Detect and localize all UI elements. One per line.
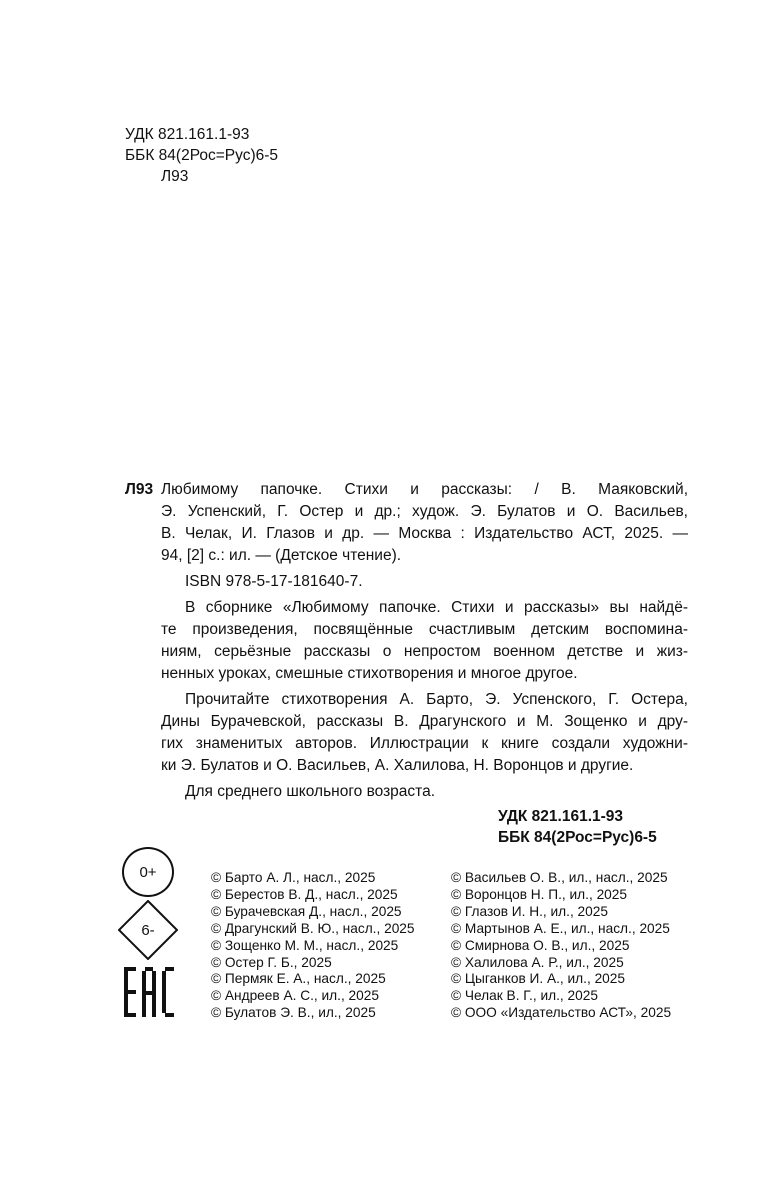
annotation-line: ненных уроках, смешные стихотворения и многое другое. bbox=[161, 665, 578, 682]
annotation-line: те произведения, посвящённые счастливым детским воспомина- bbox=[161, 621, 688, 638]
age-rating-badge bbox=[122, 847, 174, 897]
footer-classification bbox=[498, 806, 657, 848]
annotation-line: Дины Бурачевской, рассказы В. Драгунского и М. Зощенко и дру- bbox=[161, 713, 688, 730]
copyright-line: © Цыганков И. А., ил., 2025 bbox=[451, 971, 626, 987]
copyright-line: © Андреев А. С., ил., 2025 bbox=[211, 988, 379, 1004]
age-diamond-badge bbox=[118, 900, 178, 960]
entry-code: Л93 bbox=[125, 481, 154, 498]
annotation-paragraph bbox=[161, 689, 688, 777]
copyright-line: © Васильев О. В., ил., насл., 2025 bbox=[451, 870, 668, 885]
copyright-line: © ООО «Издательство АСТ», 2025 bbox=[451, 1005, 672, 1021]
copyright-line: © Воронцов Н. П., ил., 2025 bbox=[451, 886, 628, 902]
age-diamond-label: 6- bbox=[141, 921, 155, 939]
udk-code: УДК 821.161.1-93 bbox=[125, 126, 250, 143]
copyright-line: © Халилова А. Р., ил., 2025 bbox=[451, 954, 624, 970]
entry-line: Э. Успенский, Г. Остер и др.; худож. Э. Булатов и О. Васильев, bbox=[161, 503, 688, 520]
annotation-line: гих знаменитых авторов. Иллюстрации к книге создали художни- bbox=[161, 735, 688, 752]
entry-body bbox=[161, 479, 688, 803]
copyright-line: © Зощенко М. М., насл., 2025 bbox=[211, 937, 399, 953]
age-note: Для среднего школьного возраста. bbox=[185, 783, 436, 800]
copyright-line: © Драгунский В. Ю., насл., 2025 bbox=[211, 920, 415, 936]
copyright-list-right bbox=[451, 870, 671, 1022]
age-rating-label: 0+ bbox=[139, 863, 157, 881]
annotation-line: ниям, серьёзные рассказы о непростом военном детстве и жиз- bbox=[161, 643, 688, 660]
copyright-line: © Глазов И. Н., ил., 2025 bbox=[451, 903, 609, 919]
copyright-line: © Мартынов А. Е., ил., насл., 2025 bbox=[451, 920, 670, 936]
copyright-line: © Барто А. Л., насл., 2025 bbox=[211, 870, 376, 885]
footer-bbk: ББК 84(2Рос=Рус)6-5 bbox=[498, 829, 657, 846]
author-code: Л93 bbox=[161, 168, 189, 185]
annotation-line: В сборнике «Любимому папочке. Стихи и рассказы» вы найдё- bbox=[185, 599, 688, 616]
entry-line: Любимому папочке. Стихи и рассказы: / В. Маяковский, bbox=[161, 481, 688, 498]
annotation-paragraph bbox=[161, 597, 688, 685]
entry-line: 94, [2] с.: ил. — (Детское чтение). bbox=[161, 547, 402, 564]
bbk-code: ББК 84(2Рос=Рус)6-5 bbox=[125, 147, 279, 164]
copyright-line: © Булатов Э. В., ил., 2025 bbox=[211, 1005, 376, 1021]
copyright-line: © Остер Г. Б., 2025 bbox=[211, 954, 332, 970]
copyright-line: © Смирнова О. В., ил., 2025 bbox=[451, 937, 630, 953]
copyright-list-left bbox=[211, 870, 415, 1022]
classification-header bbox=[125, 124, 278, 187]
footer-udk: УДК 821.161.1-93 bbox=[498, 808, 624, 825]
copyright-line: © Пермяк Е. А., насл., 2025 bbox=[211, 971, 386, 987]
catalog-entry bbox=[125, 479, 688, 803]
annotation-line: ки Э. Булатов и О. Васильев, А. Халилова, Н. Воронцов и другие. bbox=[161, 757, 634, 774]
annotation-line: Прочитайте стихотворения А. Барто, Э. Успенского, Г. Остера, bbox=[185, 691, 688, 708]
entry-line: В. Челак, И. Глазов и др. — Москва : Издательство АСТ, 2025. — bbox=[161, 525, 688, 542]
copyright-line: © Челак В. Г., ил., 2025 bbox=[451, 988, 598, 1004]
copyright-line: © Бурачевская Д., насл., 2025 bbox=[211, 903, 402, 919]
eac-mark bbox=[124, 967, 174, 1022]
copyright-line: © Берестов В. Д., насл., 2025 bbox=[211, 886, 398, 902]
eac-certification-icon bbox=[124, 967, 174, 1017]
isbn: ISBN 978-5-17-181640-7. bbox=[185, 573, 363, 590]
